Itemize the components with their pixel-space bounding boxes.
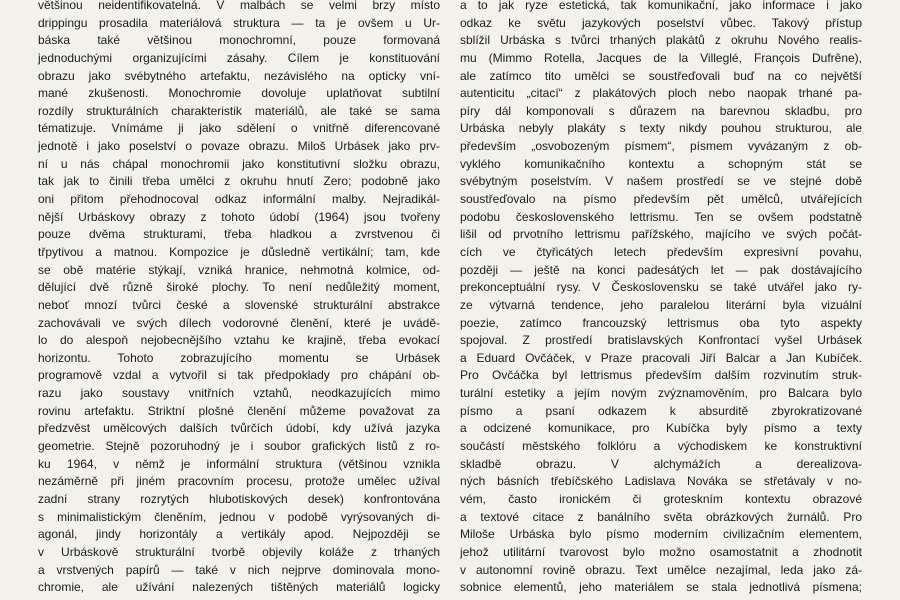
text-line: a textové citace z banálního světa obrázkových žurnálů. Pro — [460, 509, 862, 524]
text-line: v Urbáskově strukturální tvorbě objevily koláže z trhaných — [38, 544, 440, 559]
text-line: agonál, jindy horizontály a vertikály apod. Nejpozději se — [38, 527, 440, 542]
text-line: ných básních třebíčského Ladislava Nováka se střetávaly v no- — [460, 474, 862, 489]
text-line: skladbě obrazu. V alchymážích a derealizova- — [460, 456, 862, 471]
text-line: jehož utilitární tvarovost bylo možno osamostatnit a zhodnotit — [460, 544, 862, 559]
text-line: geometrie. Stejně pozoruhodný je i soubor grafických listů z ro- — [38, 439, 440, 454]
text-line: sblížil Urbáska s tvůrci trhaných plakátů z okruhu Nového realis- — [460, 33, 862, 48]
text-line: oni přitom přehodnocoval odkaz informální malby. Nejradikál- — [38, 192, 440, 207]
text-line: mané zkušenosti. Monochromie dovoluje uplatňovat subtilní — [38, 86, 440, 101]
text-line: lišil od prvotního lettrismu pařížského, majícího ve svých počát- — [460, 227, 862, 242]
text-line: prekonceptuální rysy. V Československu se také utvářel jako ry- — [460, 280, 862, 295]
text-line: ní u nás chápal monochromii jako konstitutivní složku obrazu, — [38, 156, 440, 171]
text-line: tak jak to činili třeba umělci z okruhu hnutí Zero; podobně jako — [38, 174, 440, 189]
text-line: cích ve čtyřicátých letech především expresivní povahu, — [460, 244, 862, 259]
text-line: Pro Ovčáčka byl lettrismus především dalším rozvinutím struk- — [460, 368, 862, 383]
text-line: píry dál komponovali s důrazem na barevnou skladbu, pro — [460, 103, 862, 118]
text-line: odkaz ke světu jazykových poselství vůbec. Takový přístup — [460, 15, 862, 30]
text-line: spojoval. Z prostředí bratislavských Konfrontací vyšel Urbásek — [460, 333, 862, 348]
text-line: s minimalistickým členěním, jednou v podobě vyrýsovaných di- — [38, 509, 440, 524]
text-line: programově vzdal a vytvořil si tak předpoklady pro chápání ob- — [38, 368, 440, 383]
text-line: většinou neidentifikovatelná. V malbách se velmi brzy místo — [38, 0, 440, 12]
text-line: třpytivou a matnou. Kompozice je důsledně vertikální; tam, kde — [38, 244, 440, 259]
text-line: autenticitu „citací“ z plakátových ploch nebo naopak trhané pa- — [460, 86, 862, 101]
text-line: rozdíly strukturálních charakteristik materiálů, ale také se sama — [38, 103, 440, 118]
text-line: razu jako soustavy vnitřních vztahů, neodkazujících mimo — [38, 386, 440, 401]
text-column-right — [460, 0, 862, 600]
text-line: a odcizené komunikace, pro Kubíčka byly písmo a texty — [460, 421, 862, 436]
text-line: obrazu jako svébytného artefaktu, nezávislého na opticky vní- — [38, 68, 440, 83]
text-line: soustřeďovalo na písmo především pět umělců, utvářejících — [460, 192, 862, 207]
text-line: předzvěst umělcových dalších tvůrčích údobí, kdy užívá jazyka — [38, 421, 440, 436]
text-line: dělující dvě různě široké plochy. To není nedůležitý moment, — [38, 280, 440, 295]
text-column-left — [38, 0, 440, 600]
text-line: poezie, zatímco francouzský lettrismus oba tyto aspekty — [460, 315, 862, 330]
text-line: ku 1964, v němž je informální struktura (většinou vznikla — [38, 456, 440, 471]
text-line: ze výtvarná tendence, jeho paralelou literární byla vizuální — [460, 297, 862, 312]
text-line: Miloše Urbáska bylo písmo moderním civilizačním elementem, — [460, 527, 862, 542]
text-line: především „osvobozeným písmem“, písmem vyvázaným z ob- — [460, 139, 862, 154]
text-line: a Eduard Ovčáček, v Praze pracovali Jiří Balcar a Jan Kubíček. — [460, 350, 862, 365]
text-line: v autonomní rovině obrazu. Text umělce nezajímal, leda jako zá- — [460, 562, 862, 577]
text-line: součástí městského folklóru a východiskem ke konstruktivní — [460, 439, 862, 454]
text-line: a to jak ryze estetická, tak komunikační, jako informace i jako — [460, 0, 862, 12]
text-line: horizontu. Tohoto zobrazujícího momentu se Urbásek — [38, 350, 440, 365]
text-line: písmo a psaní odkazem k absurditě zbyrokratizované — [460, 403, 862, 418]
text-line: drippingu prosadila materiálová struktura — ta je ovšem u Ur- — [38, 15, 440, 30]
text-line: neboť mnozí tvůrci české a slovenské strukturální abstrakce — [38, 297, 440, 312]
text-line: báska také většinou monochromní, pouze formovaná — [38, 33, 440, 48]
text-line: vyklého komunikačního kontextu a schopným stát se — [460, 156, 862, 171]
text-line: vém, často ironickém či groteskním kontextu obrazové — [460, 491, 862, 506]
text-line: sobnice elementů, jeho materiálem se stala jednotlivá písmena; — [460, 580, 862, 595]
text-line: jednoduchými organizujícími zásahy. Cílem je konstituování — [38, 50, 440, 65]
text-line: mu (Mimmo Rotella, Jacques de la Villeglé, François Dufrêne), — [460, 50, 862, 65]
text-line: a vrstvených papírů — také v nich nejprve dominovala mono- — [38, 562, 440, 577]
text-line: chromie, ale užívání nalezených tištěných materiálů logicky — [38, 580, 440, 595]
text-line: turální estetiky a jejím novým zvýznamověním, pro Balcara bylo — [460, 386, 862, 401]
text-line: nezáměrně při jiném pracovním procesu, protože umělec užíval — [38, 474, 440, 489]
text-line: lo do alespoň nejobecnějšího vztahu ke krajině, třeba evokací — [38, 333, 440, 348]
text-line: později — ještě na konci padesátých let — pak dostávajícího — [460, 262, 862, 277]
text-line: svébytným poselstvím. V našem prostředí se ve stejné době — [460, 174, 862, 189]
text-line: pouze dvěma strukturami, třeba hladkou a zvrstvenou či — [38, 227, 440, 242]
text-line: tématizuje. Vnímáme ji jako sdělení o vnitřně diferencované — [38, 121, 440, 136]
text-line: zachovávali ve svých dílech vodorovné členění, které je uvádě- — [38, 315, 440, 330]
text-line: nější Urbáskovy obrazy z tohoto údobí (1964) jsou tvořeny — [38, 209, 440, 224]
text-line: rovinu artefaktu. Striktní plošné členění můžeme považovat za — [38, 403, 440, 418]
text-line: se obě matérie stýkají, vzniká hranice, nehmotná kolmice, od- — [38, 262, 440, 277]
text-line: ale zatímco tito umělci se soustřeďovali buď na co největší — [460, 68, 862, 83]
text-line: Urbáska nebyly plakáty s texty nikdy pouhou strukturou, ale — [460, 121, 862, 136]
text-line: zadní strany rozrytých hlubotiskových desek) konfrontována — [38, 491, 440, 506]
text-line: jednotě i jako poselství o povaze obrazu. Miloš Urbásek jako prv- — [38, 139, 440, 154]
text-line: podobu československého lettrismu. Ten se ovšem podstatně — [460, 209, 862, 224]
